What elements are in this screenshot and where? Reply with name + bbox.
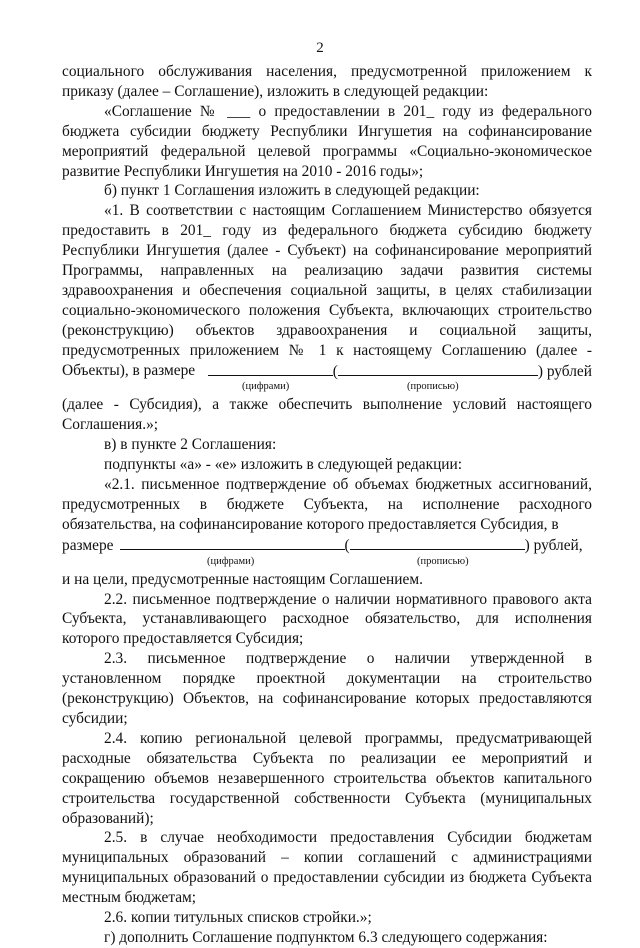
paragraph-agreement-title: «Соглашение № ___ о предоставлении в 201_ году из федерального бюджета субсидии бюджету Республики Ингушетия на софинансирование мероприятий федеральной целевой программы «Социально-экономическое развитие Республики Ингушетия на 2010 - 2016 годы»; <box>62 102 592 180</box>
paragraph-intro-line2: приказу (далее – Соглашение), изложить в следующей редакции: <box>62 82 489 100</box>
paragraph-2-5: 2.5. в случае необходимости предоставления Субсидии бюджетам муниципальных образований – копии соглашений с администрациями муниципальных образований о предоставлении субсидии из бюджета Субъекта местным бюджетам; <box>62 829 592 907</box>
paragraph-2-2: 2.2. письменное подтверждение о наличии нормативного правового акта Субъекта, устанавливающего расходное обязательство, для исполнения которого предоставляется Субсидия; <box>62 590 592 648</box>
hint-words-2: (прописью) <box>417 555 469 567</box>
amount-digits-blank-2 <box>120 535 345 550</box>
paragraph-subitems: подпункты «а» - «е» изложить в следующей редакции: <box>104 456 463 474</box>
amount-digits-blank <box>208 361 333 376</box>
paragraph-2-3: 2.3. письменное подтверждение о наличии утвержденной в установленном порядке проектной документации на строительство (реконструкцию) Объектов, на софинансирование которых предоставляются субсидии; <box>62 650 592 727</box>
open-paren-2: ( <box>344 536 350 554</box>
amount-hint-row-1 <box>62 381 592 395</box>
paragraph-clause-1: «1. В соответствии с настоящим Соглашением Министерство обязуется предоставить в 201_ году из федерального бюджета субсидию бюджету Республики Ингушетия (далее - Субъект) на софинансирование мероприятий Программы, направленных на реализацию задачи развития системы здравоохранения и обеспечения социальной защиты, в целях стабилизации социально-экономического положения Субъекта, включающих строительство (реконструкцию) объектов здравоохранения и социальной защиты, предусмотренных приложением № 1 к настоящему Соглашению (далее - Объекты), в размере <box>62 202 592 379</box>
paragraph-2-1-end: и на цели, предусмотренные настоящим Соглашением. <box>62 570 423 588</box>
amount-fill-row-2 <box>62 535 592 556</box>
paragraph-clause-1-end: (далее - Субсидия), а также обеспечить выполнение условий настоящего Соглашения.»; <box>62 396 592 434</box>
paragraph-item-b: б) пункт 1 Соглашения изложить в следующей редакции: <box>104 182 480 200</box>
paragraph-2-4: 2.4. копию региональной целевой программы, предусматривающей расходные обязательства Субъекта по реализации ее мероприятий и сокращению объемов незавершенного строительства объектов капитального строительства государственной собственности Субъекта (муниципальных образований); <box>62 729 592 827</box>
amount-hint-row-2 <box>62 556 592 570</box>
paragraph-2-6: 2.6. копии титульных списков стройки.»; <box>104 909 372 927</box>
size-label: размере <box>62 536 114 554</box>
page-number: 2 <box>316 40 324 56</box>
amount-words-blank-2 <box>350 535 525 550</box>
amount-words-blank <box>338 361 538 376</box>
paragraph-item-v: в) в пункте 2 Соглашения: <box>104 436 277 454</box>
paragraph-intro-line1: социального обслуживания населения, предусмотренной приложением к <box>62 63 592 80</box>
hint-words: (прописью) <box>407 381 459 393</box>
rubles-label-2: ) рублей, <box>524 536 583 554</box>
open-paren: ( <box>332 362 338 380</box>
hint-digits: (цифрами) <box>242 381 290 393</box>
document-body <box>62 62 592 948</box>
paragraph-item-g: г) дополнить Соглашение подпунктом 6.3 следующего содержания: <box>104 928 548 946</box>
paragraph-2-1: «2.1. письменное подтверждение об объемах бюджетных ассигнований, предусмотренных в бюджете Субъекта, на исполнение расходного обязательства, на софинансирование которого предоставляется Субсидия, в <box>62 476 592 533</box>
hint-digits-2: (цифрами) <box>207 555 255 567</box>
rubles-label: ) рублей <box>537 362 592 380</box>
